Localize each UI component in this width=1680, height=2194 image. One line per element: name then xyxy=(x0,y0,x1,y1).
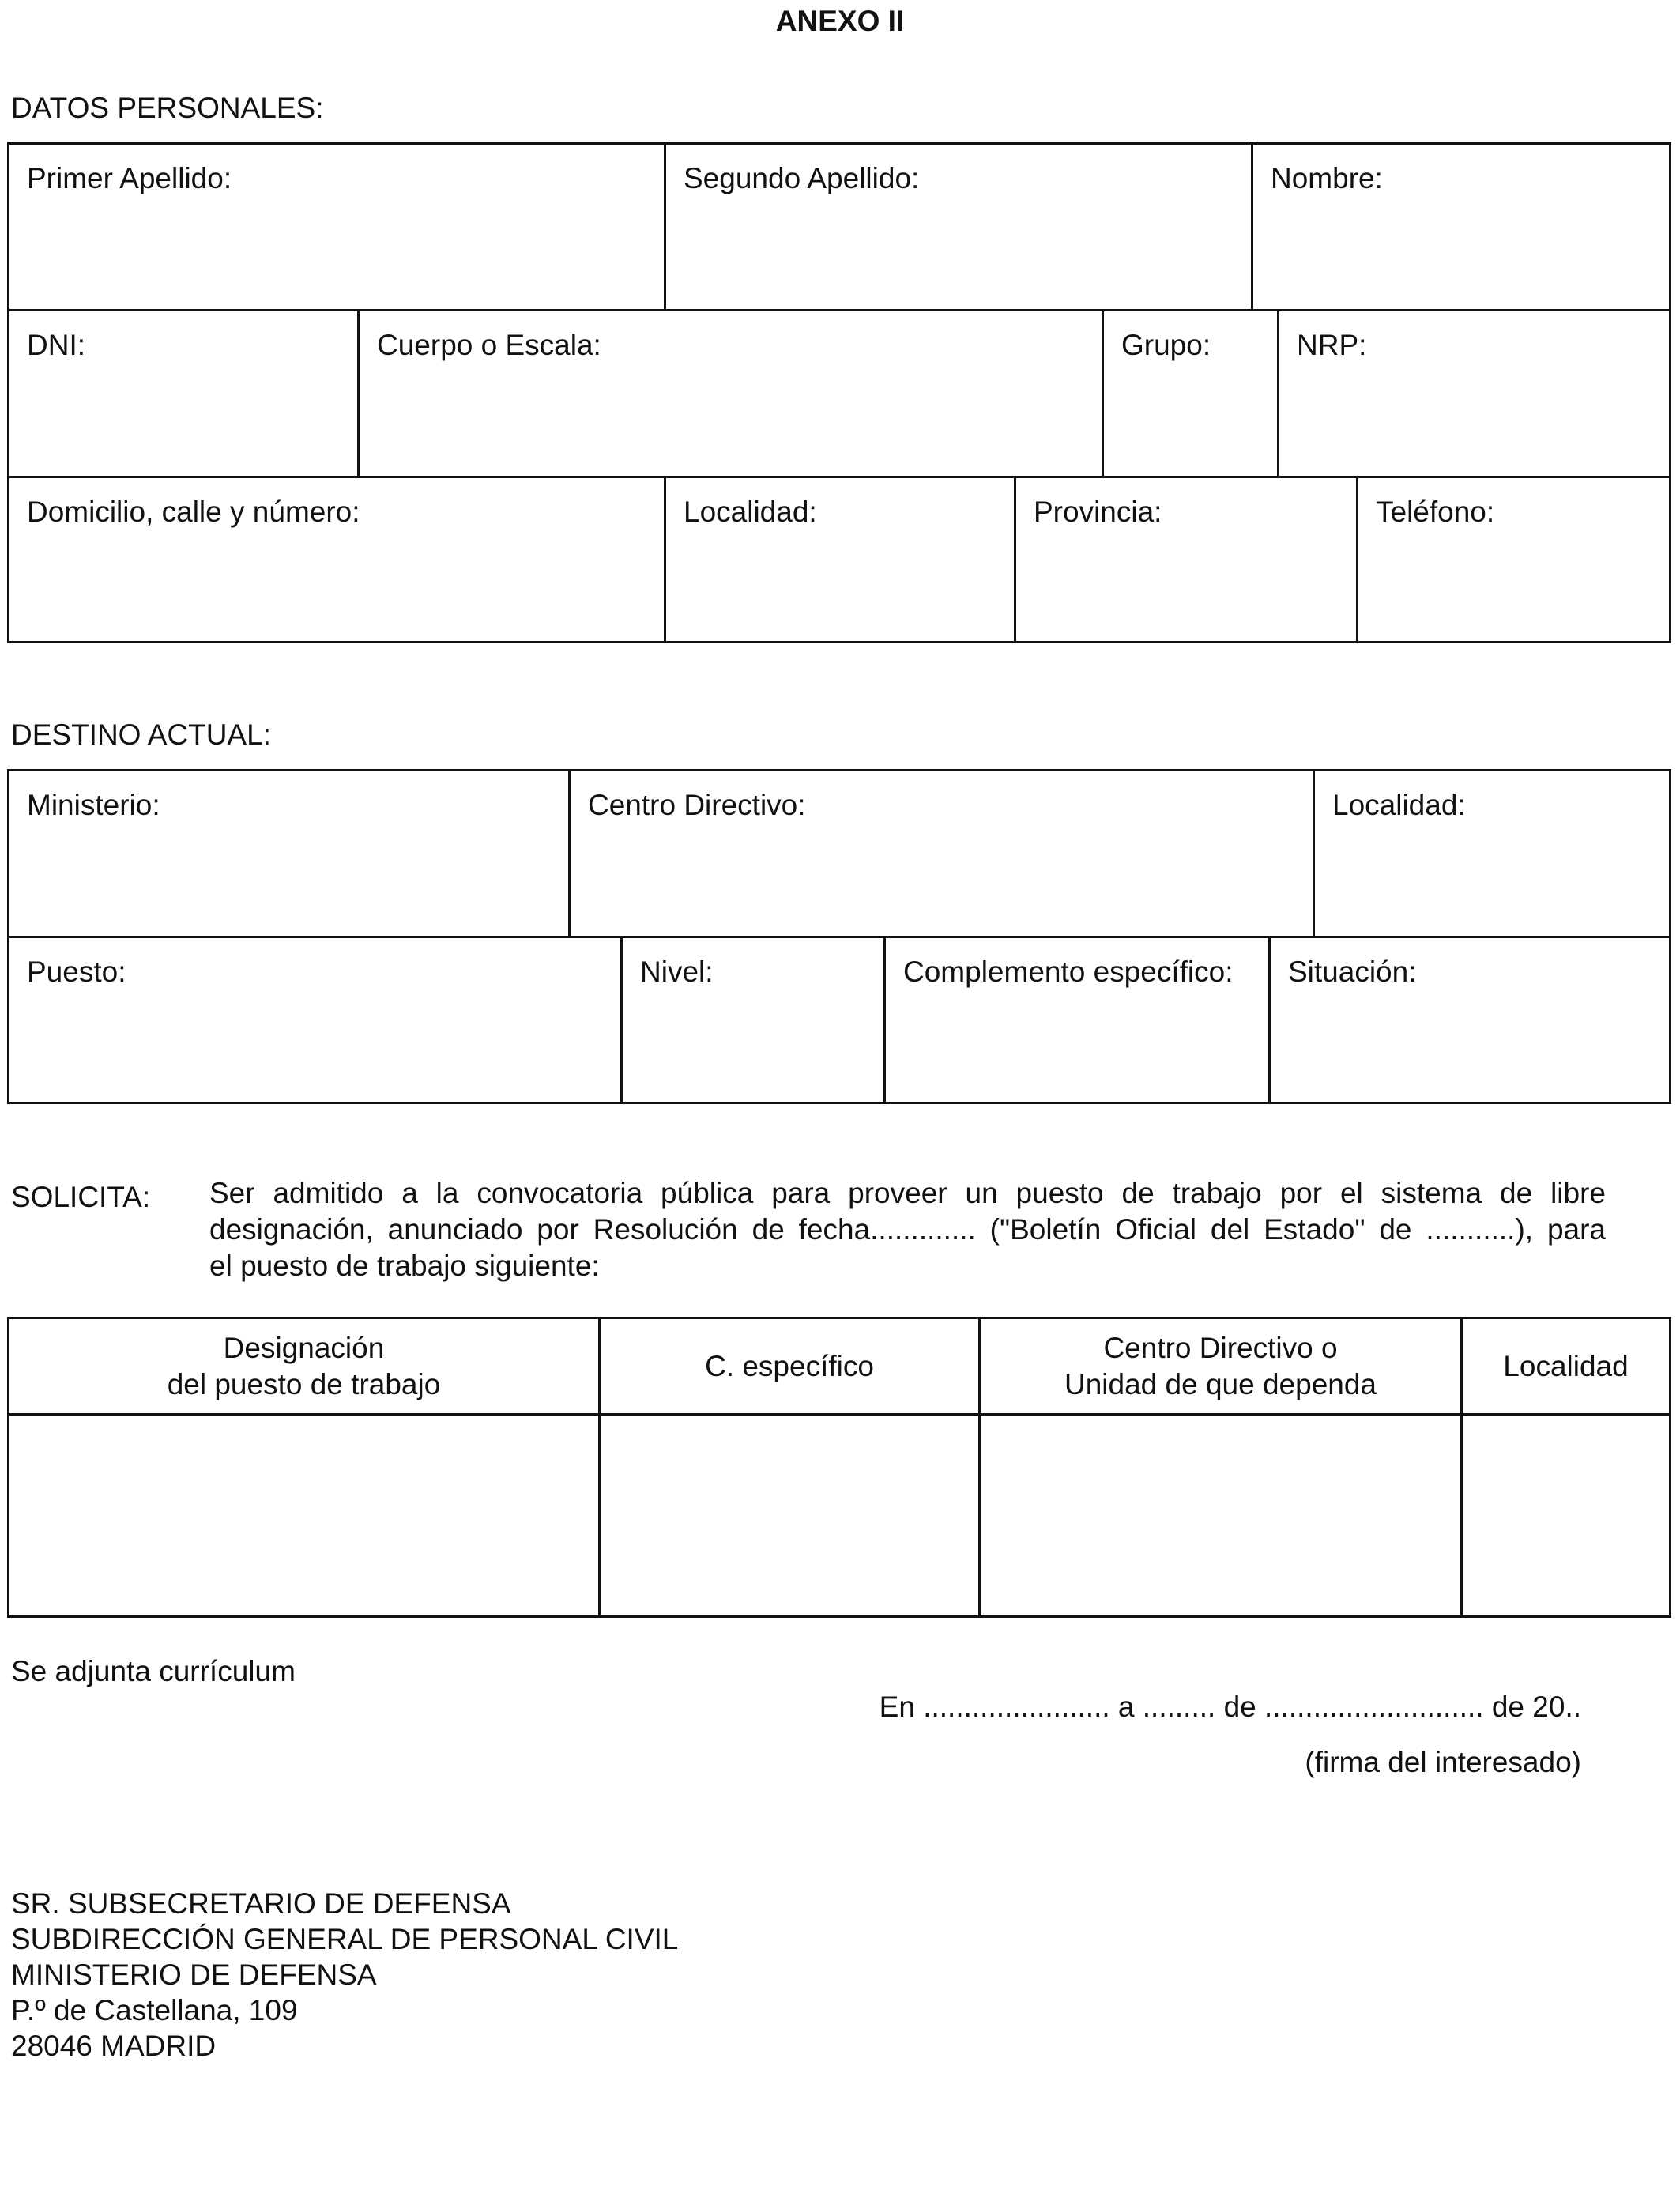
nombre-field[interactable] xyxy=(1253,145,1669,311)
segundo-apellido-field[interactable] xyxy=(666,145,1253,311)
grupo-field[interactable] xyxy=(1104,311,1279,478)
address-line-4: P.º de Castellana, 109 xyxy=(11,1994,298,2026)
nrp-label: NRP: xyxy=(1297,329,1367,361)
situacion-field[interactable] xyxy=(1271,938,1669,1102)
cuerpo-escala-field[interactable] xyxy=(360,311,1104,478)
header-c-especifico xyxy=(601,1319,981,1416)
grupo-label: Grupo: xyxy=(1121,329,1211,361)
nivel-field[interactable] xyxy=(623,938,886,1102)
dni-label: DNI: xyxy=(27,329,85,361)
primer-apellido-label: Primer Apellido: xyxy=(27,162,232,194)
centro-directivo-field[interactable] xyxy=(571,771,1315,938)
header-designacion-text: Designación del puesto de trabajo xyxy=(167,1332,441,1400)
domicilio-label: Domicilio, calle y número: xyxy=(27,496,360,528)
page-title: ANEXO II xyxy=(775,5,905,37)
puesto-table xyxy=(7,1317,1671,1618)
firma-label: (firma del interesado) xyxy=(1305,1746,1581,1778)
complemento-especifico-label: Complemento específico: xyxy=(903,956,1234,988)
ministerio-field[interactable] xyxy=(9,771,571,938)
telefono-label: Teléfono: xyxy=(1376,496,1495,528)
puesto-field[interactable] xyxy=(9,938,623,1102)
localidad-destino-label: Localidad: xyxy=(1332,789,1466,821)
nrp-field[interactable] xyxy=(1279,311,1669,478)
telefono-field[interactable] xyxy=(1358,478,1669,641)
fecha-line: En ....................... a ......... de ........................... de 20.. xyxy=(879,1691,1581,1723)
cuerpo-escala-label: Cuerpo o Escala: xyxy=(377,329,601,361)
address-line-3: MINISTERIO DE DEFENSA xyxy=(11,1958,377,1991)
header-designacion xyxy=(9,1319,601,1416)
datos-personales-grid xyxy=(7,142,1671,643)
domicilio-field[interactable] xyxy=(9,478,666,641)
segundo-apellido-label: Segundo Apellido: xyxy=(684,162,920,194)
provincia-field[interactable] xyxy=(1016,478,1358,641)
situacion-label: Situación: xyxy=(1288,956,1417,988)
puesto-label: Puesto: xyxy=(27,956,126,988)
dni-field[interactable] xyxy=(9,311,360,478)
address-line-5: 28046 MADRID xyxy=(11,2030,217,2062)
address-line-2: SUBDIRECCIÓN GENERAL DE PERSONAL CIVIL xyxy=(11,1923,679,1955)
centro-directivo-input-cell[interactable] xyxy=(981,1416,1463,1615)
destino-actual-heading: DESTINO ACTUAL: xyxy=(11,718,271,751)
solicita-line: Ser admitido a la convocatoria pública para proveer un puesto de trabajo por el sistema de libre xyxy=(209,1177,1606,1209)
ministerio-label: Ministerio: xyxy=(27,789,160,821)
destino-actual-grid xyxy=(7,769,1671,1104)
complemento-especifico-field[interactable] xyxy=(886,938,1271,1102)
designacion-input-cell[interactable] xyxy=(9,1416,601,1615)
address-line-1: SR. SUBSECRETARIO DE DEFENSA xyxy=(11,1887,511,1920)
nivel-label: Nivel: xyxy=(640,956,714,988)
provincia-label: Provincia: xyxy=(1034,496,1162,528)
header-localidad-text: Localidad xyxy=(1503,1349,1629,1382)
primer-apellido-field[interactable] xyxy=(9,145,666,311)
header-c-especifico-text: C. específico xyxy=(705,1349,874,1382)
solicita-line: designación, anunciado por Resolución de fecha............. ("Boletín Oficial del Estado" de ...........), para xyxy=(209,1213,1606,1246)
localidad-destino-field[interactable] xyxy=(1315,771,1669,938)
header-centro-directivo-text: Centro Directivo o Unidad de que dependa xyxy=(1064,1332,1377,1400)
centro-directivo-label: Centro Directivo: xyxy=(588,789,806,821)
localidad-personal-label: Localidad: xyxy=(684,496,817,528)
c-especifico-input-cell[interactable] xyxy=(601,1416,981,1615)
solicita-line: el puesto de trabajo siguiente: xyxy=(209,1250,600,1282)
localidad-input-cell[interactable] xyxy=(1463,1416,1669,1615)
localidad-personal-field[interactable] xyxy=(666,478,1016,641)
curriculum-note: Se adjunta currículum xyxy=(11,1655,296,1687)
datos-personales-heading: DATOS PERSONALES: xyxy=(11,92,324,124)
solicita-label: SOLICITA: xyxy=(11,1181,151,1213)
header-centro-directivo xyxy=(981,1319,1463,1416)
header-localidad xyxy=(1463,1319,1669,1416)
nombre-label: Nombre: xyxy=(1271,162,1383,194)
solicita-paragraph xyxy=(209,1175,1606,1284)
